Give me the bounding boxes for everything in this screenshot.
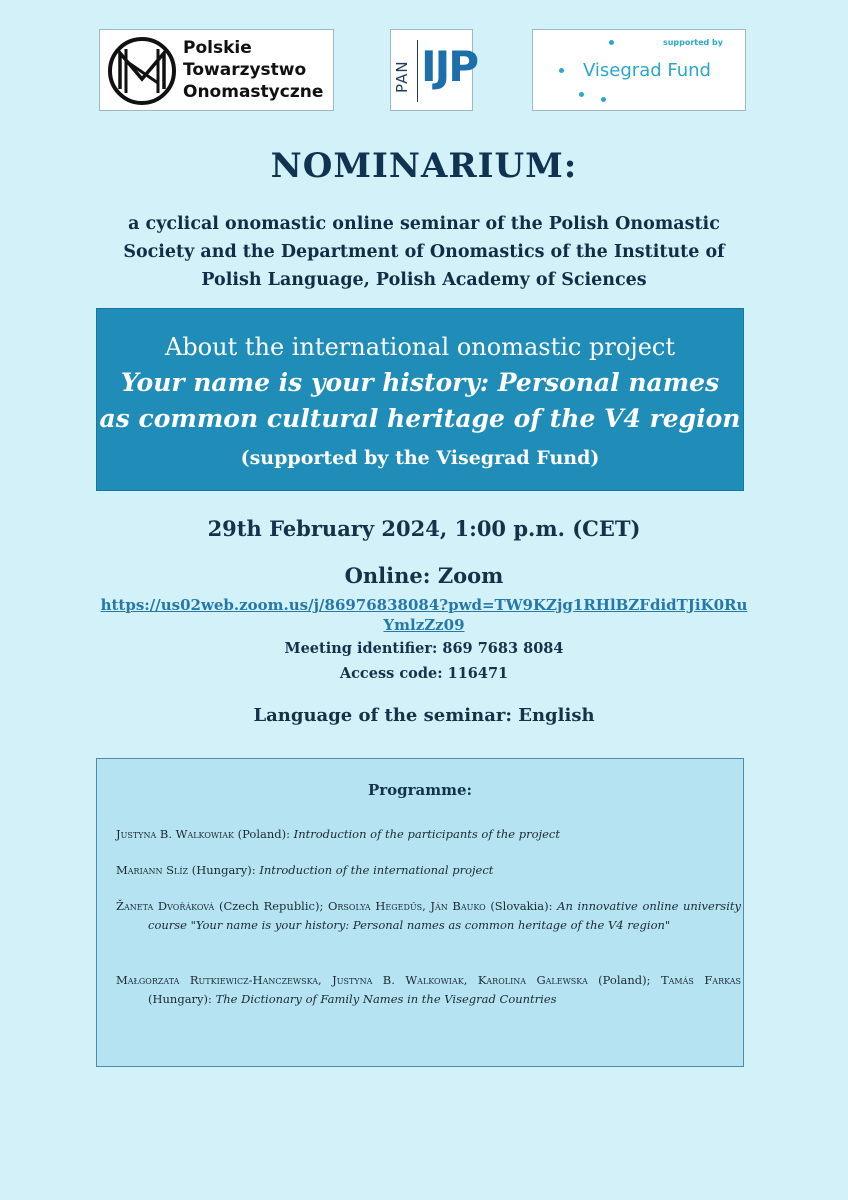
- online-platform: Online: Zoom: [344, 563, 504, 588]
- page-title: NOMINARIUM:: [270, 146, 578, 186]
- pto-line-2: Towarzystwo: [183, 60, 307, 80]
- programme-item-1: [116, 825, 741, 844]
- project-about: About the international onomastic project: [164, 333, 675, 361]
- speaker-country-2: (Slovakia):: [485, 899, 558, 913]
- speaker-country: (Hungary):: [188, 863, 260, 877]
- speaker-names: Mariann Slíz: [116, 863, 189, 877]
- programme-item-4: [116, 971, 741, 1009]
- ijp-text: IJP: [421, 42, 478, 91]
- speaker-names: Małgorzata Rutkiewicz-Hanczewska, Justyna B. Walkowiak, Karolina Galewska: [116, 973, 588, 987]
- project-title-line-2: as common cultural heritage of the V4 region: [99, 404, 741, 433]
- event-date: 29th February 2024, 1:00 p.m. (CET): [207, 516, 641, 541]
- pto-monogram-icon: [106, 35, 178, 107]
- zoom-link[interactable]: https://us02web.zoom.us/j/86976838084?pwd=TW9KZjg1RHlBZFdidTJiK0RuYmlzZz09: [100, 596, 748, 634]
- visegrad-supported-by: supported by: [662, 38, 723, 47]
- pto-logo: [99, 29, 334, 111]
- programme-box: [96, 758, 744, 1067]
- speaker-names: Žaneta Dvořáková: [116, 899, 215, 913]
- meeting-identifier: Meeting identifier: 869 7683 8084: [284, 640, 564, 657]
- talk-title: Introduction of the international project: [259, 863, 494, 877]
- pan-ijp-logo: [390, 29, 478, 111]
- speaker-names-2: Orsolya Hegedűs, Ján Bauko: [327, 899, 486, 913]
- project-banner: [96, 308, 744, 491]
- seminar-language: Language of the seminar: English: [253, 705, 595, 726]
- pto-line-1: Polskie: [183, 38, 252, 58]
- access-code: Access code: 116471: [339, 665, 509, 682]
- talk-title: The Dictionary of Family Names in the Visegrad Countries: [215, 992, 557, 1006]
- talk-title: An innovative online university course "Your name is your history: Personal names as common heritage of the V4 region": [148, 899, 742, 932]
- programme-item-2: [116, 861, 741, 880]
- pan-divider: [417, 40, 418, 102]
- visegrad-dot-icon: [559, 68, 564, 73]
- visegrad-name: Visegrad Fund: [583, 60, 711, 81]
- speaker-country: (Czech Republic);: [214, 899, 328, 913]
- pto-line-3: Onomastyczne: [183, 82, 324, 102]
- visegrad-fund-logo: [532, 29, 746, 111]
- project-title-line-1: Your name is your history: Personal names: [120, 368, 720, 397]
- page-subtitle: a cyclical onomastic online seminar of the Polish Onomastic Society and the Department of Onomastics of the Institute of Polish Language, Polish Academy of Sciences: [123, 214, 725, 290]
- speaker-names-2: Tamás Farkas: [660, 973, 742, 987]
- speaker-country-2: (Hungary):: [148, 992, 216, 1006]
- visegrad-dot-icon: [579, 92, 584, 97]
- talk-title: Introduction of the participants of the project: [293, 827, 560, 841]
- pto-logo-text: [183, 37, 323, 103]
- project-support: (supported by the Visegrad Fund): [240, 447, 600, 469]
- speaker-names: Justyna B. Walkowiak: [116, 827, 235, 841]
- speaker-country: (Poland);: [587, 973, 661, 987]
- speaker-country: (Poland):: [234, 827, 294, 841]
- programme-item-3: [116, 897, 741, 935]
- programme-title: Programme:: [367, 781, 473, 799]
- visegrad-dot-icon: [601, 97, 606, 102]
- visegrad-dot-icon: [609, 40, 614, 45]
- project-title: [97, 365, 743, 437]
- pan-text: PAN: [393, 60, 411, 94]
